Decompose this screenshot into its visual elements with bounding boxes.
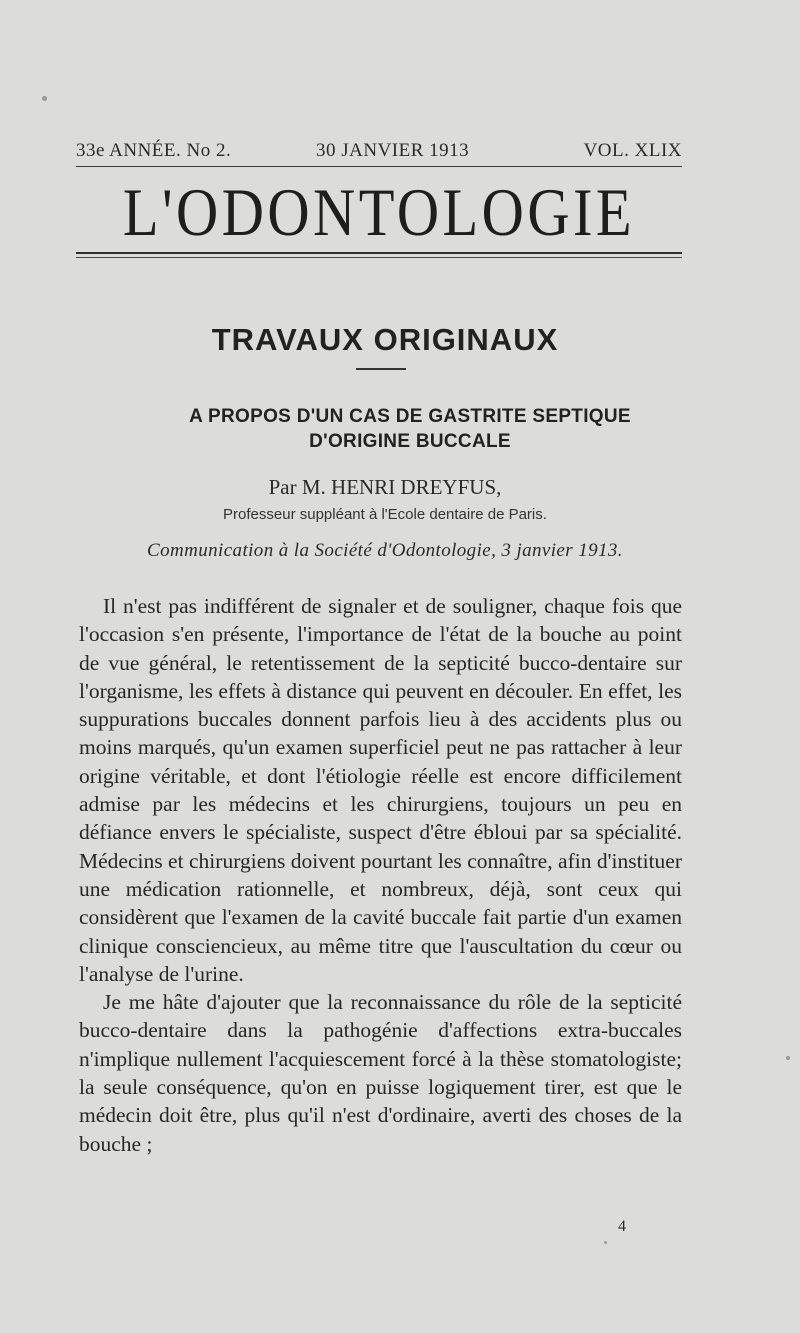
paper-speck (786, 1056, 790, 1060)
paragraph: Je me hâte d'ajouter que la reconnaissance du rôle de la septicité bucco-dentaire dans la pathogénie d'affections extra-buccales n'implique nullement l'acquiescement forcé à la thèse stomatologiste; la seule conséquence, qu'on en puisse logiquement tirer, est que le médecin doit être, plus qu'il n'est d'ordinaire, averti des choses de la bouche ; (79, 990, 682, 1156)
section-title: TRAVAUX ORIGINAUX (211, 322, 559, 357)
author-byline: Par M. HENRI DREYFUS, (268, 475, 502, 499)
volume-number: VOL. XLIX (583, 140, 682, 161)
issue-date: 30 JANVIER 1913 (316, 140, 470, 161)
article-title-line-2: D'ORIGINE BUCCALE (309, 431, 511, 452)
masthead-rule-thin (76, 257, 682, 258)
masthead-rule-thick (76, 252, 682, 254)
paper-speck (42, 96, 47, 101)
page-number: 4 (618, 1218, 626, 1235)
journal-title: L'ODONTOLOGIE (122, 174, 636, 250)
header-rule (76, 166, 682, 167)
section-divider (356, 368, 406, 370)
communication-note: Communication à la Société d'Odontologie, 3 janvier 1913. (147, 540, 623, 561)
article-title-line-1: A PROPOS D'UN CAS DE GASTRITE SEPTIQUE (189, 406, 631, 427)
article-title (60, 404, 760, 454)
paper-speck (604, 1241, 607, 1244)
paragraph: Il n'est pas indifférent de signaler et de souligner, chaque fois que l'occasion s'en présente, l'importance de l'état de la bouche au point de vue général, le retentissement de la septicité bucco-dentaire sur l'organisme, les effets à distance qui peuvent en découler. En effet, les suppurations buccales donnent parfois lieu à des accidents plus ou moins marqués, qu'un examen superficiel peut ne pas rattacher à leur origine véritable, et dont l'étiologie réelle est encore difficilement admise par les médecins et les chirurgiens, toujours un peu en défiance envers le spécialiste, suspect d'être ébloui par sa spécialité. Médecins et chirurgiens doivent pourtant les connaître, afin d'instituer une médication rationnelle, et nombreux, déjà, sont ceux qui considèrent que l'examen de la cavité buccale fait partie d'un examen clinique consciencieux, au même titre que l'auscultation du cœur ou l'analyse de l'urine. (79, 594, 682, 986)
issue-number: 33e ANNÉE. No 2. (76, 140, 232, 161)
article-body (79, 592, 682, 1158)
author-affiliation: Professeur suppléant à l'Ecole dentaire de Paris. (223, 506, 547, 523)
running-header (76, 140, 682, 164)
